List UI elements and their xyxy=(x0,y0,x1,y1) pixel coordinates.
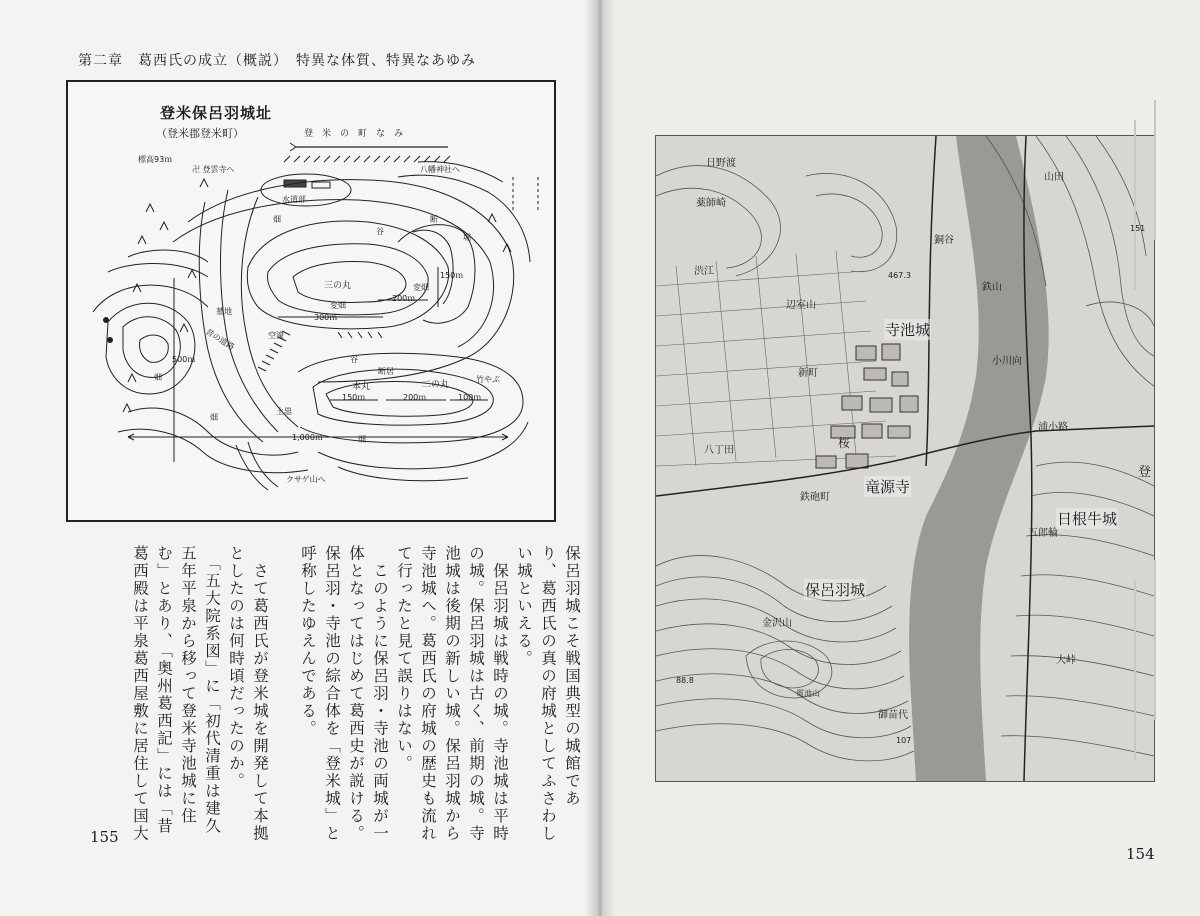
label-bochi: 墓地 xyxy=(216,307,232,316)
figure-subtitle: （登米郡登米町） xyxy=(156,127,244,140)
label-150m-a: 150ｍ xyxy=(440,271,464,280)
label-elev-467: 467.3 xyxy=(888,271,911,280)
label-shibue: 渋江 xyxy=(694,266,714,277)
running-head: 第二章 葛西氏の成立（概説） 特異な体質、特異なあゆみ xyxy=(78,53,476,69)
label-elevation: 標高93ｍ xyxy=(138,155,173,164)
text-column: 寺池城へ。葛西氏の府城の歴史も流れ xyxy=(419,545,437,843)
label-henbata-2: 変畑 xyxy=(413,283,429,292)
text-column: む」とあり、「奥州葛西記」には「昔 xyxy=(155,545,173,835)
text-column: 保呂羽・寺池の綜合体を「登米城」と xyxy=(323,545,341,843)
label-cliff-2: 断居 xyxy=(378,367,394,376)
label-water: 水道部 xyxy=(282,195,306,204)
label-gomyodai: 御苗代 xyxy=(878,710,908,721)
label-shinmachi: 新町 xyxy=(798,368,818,379)
label-moat-1: 堀 xyxy=(463,233,471,242)
text-column: い城といえる。 xyxy=(515,545,533,668)
label-500m: 500ｍ xyxy=(172,355,196,364)
label-field-3: 畑 xyxy=(210,413,218,422)
text-column: 体となってはじめて葛西史が説ける。 xyxy=(347,545,365,843)
text-column: 「五大院系図」に「初代清重は建久 xyxy=(203,545,221,835)
left-page xyxy=(0,0,598,916)
label-honmaru: 本丸 xyxy=(352,382,371,392)
label-kanazawa: 金沢山 xyxy=(762,618,792,629)
text-column: 池城は後期の新しい城。保呂羽城から xyxy=(443,545,461,843)
label-200m-a: 200ｍ xyxy=(392,294,416,303)
label-takeyabu: 竹やぶ xyxy=(476,375,500,384)
label-elev-151: 151 xyxy=(1130,224,1146,233)
text-column: 保呂羽城こそ戦国典型の城館であ xyxy=(563,545,581,808)
castle-site-diagram xyxy=(66,80,556,522)
label-kajimachi: 鉄砲町 xyxy=(800,492,830,503)
topographic-map-drawing xyxy=(656,136,1154,781)
label-dorui: 土塁 xyxy=(276,407,292,416)
label-150m-b: 150ｍ xyxy=(342,393,366,402)
label-yamada: 山田 xyxy=(1044,172,1064,183)
label-field-1: 畑 xyxy=(273,215,281,224)
label-urakoji: 浦小路 xyxy=(1038,422,1068,433)
label-ninomaru: 二の丸 xyxy=(422,380,450,390)
label-hensan: 辺室山 xyxy=(786,300,816,311)
label-elev-107: 107 xyxy=(896,736,912,745)
page-number-left: 155 xyxy=(90,828,119,846)
label-sakura: 桜 xyxy=(838,436,851,450)
label-1000m: 1,000ｍ xyxy=(292,433,323,442)
label-old-road: 昔の道路 xyxy=(204,327,236,352)
label-horobajo: 保呂羽城 xyxy=(805,581,866,599)
label-hinejo: 日根牛城 xyxy=(1057,510,1118,528)
text-column: としたのは何時頃だったのか。 xyxy=(227,545,245,790)
text-column: り、葛西氏の真の府城としてふさわし xyxy=(539,545,557,843)
label-100m: 100ｍ xyxy=(458,393,482,402)
text-column: 呼称したゆえんである。 xyxy=(299,545,317,738)
label-hacchoda: 八丁田 xyxy=(704,445,734,456)
text-column: 保呂羽城は戦時の城。寺池城は平時 xyxy=(491,545,509,843)
contour-drawing xyxy=(68,82,554,520)
text-column: て行ったと見て誤りはない。 xyxy=(395,545,413,773)
label-ogawa: 小川向 xyxy=(992,356,1022,367)
label-valley-1: 谷 xyxy=(376,227,384,236)
label-field-2: 畑 xyxy=(154,373,162,382)
label-300m: 300ｍ xyxy=(314,313,338,322)
label-elev-88: 88.8 xyxy=(676,676,694,685)
text-column: 葛西殿は平泉葛西屋敷に居住して国大 xyxy=(131,545,149,843)
label-yakushi: 薬師崎 xyxy=(696,198,726,209)
label-200m-b: 200ｍ xyxy=(403,393,427,402)
label-field-4: 畑 xyxy=(358,435,366,444)
label-oguni: 大峠 xyxy=(1056,655,1076,666)
text-column: 五年平泉から移って登米寺池城に住 xyxy=(179,545,197,825)
label-gorohata: 五郎輪 xyxy=(1028,528,1058,539)
figure-title: 登米保呂羽城址 xyxy=(160,104,273,122)
label-temple: 卍 登雲寺へ xyxy=(192,165,235,174)
label-ryugenji: 竜源寺 xyxy=(865,478,911,496)
label-cliff-1: 断 xyxy=(430,215,438,224)
label-hinoda: 日野渡 xyxy=(706,158,736,169)
show-through-marks xyxy=(1115,60,1185,880)
label-dotaniku: 銅谷 xyxy=(934,235,954,246)
label-town-row: 登 米 の 町 な み xyxy=(304,129,404,139)
text-column: このように保呂羽・寺池の両城が一 xyxy=(371,545,389,843)
label-terakejo: 寺池城 xyxy=(885,321,931,339)
label-shrine: 八幡神社へ xyxy=(420,165,460,174)
page-number-right: 154 xyxy=(1126,845,1155,863)
topographic-map-photo xyxy=(655,135,1155,782)
text-column: の城。保呂羽城は古く、前期の城。寺 xyxy=(467,545,485,843)
label-sannomaru: 三の丸 xyxy=(324,281,352,291)
label-karabori: 空濠 xyxy=(268,331,284,340)
label-tetsuzan: 鉄山 xyxy=(982,282,1002,293)
label-henbata-1: 変畑 xyxy=(330,301,346,310)
label-noboru: 登 xyxy=(1138,465,1152,480)
label-kusage: クサゲ山へ xyxy=(286,475,326,484)
label-denko: 電池山 xyxy=(796,689,820,698)
text-column: さて葛西氏が登米城を開発して本拠 xyxy=(251,545,269,843)
label-valley-2: 谷 xyxy=(350,355,358,364)
book-gutter-shadow xyxy=(585,0,615,916)
